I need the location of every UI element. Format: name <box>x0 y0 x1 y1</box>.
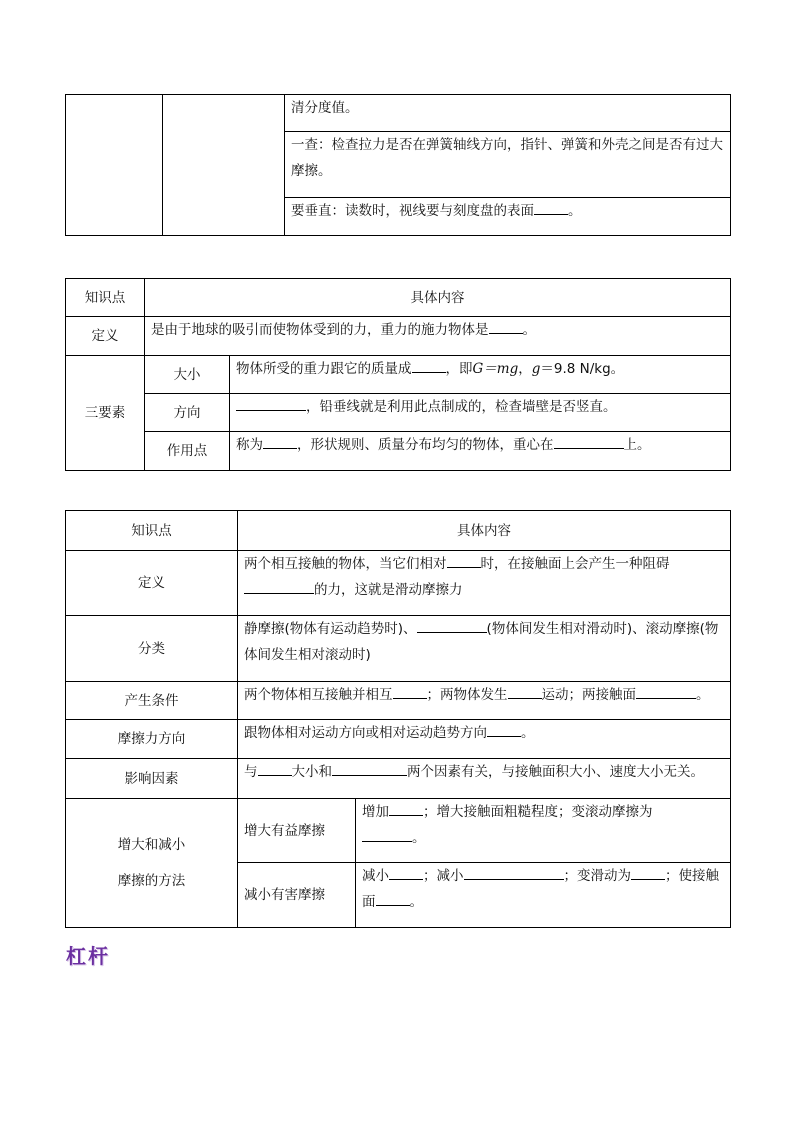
answer-blank[interactable] <box>636 683 696 699</box>
lever-section-title: 杠杆 <box>66 944 110 968</box>
label-three-elements: 三要素 <box>66 356 145 471</box>
reduce-friction: 减小 ；减小 ；变滑动为 ；使接触面 。 <box>356 863 731 928</box>
friction-conditions: 两个物体相互接触并相互 ；两物体发生 运动；两接触面 。 <box>238 682 731 720</box>
label-size: 大小 <box>145 356 230 394</box>
gravity-action-point: 称为 ，形状规则、质量分布均匀的物体，重心在 上。 <box>230 432 731 471</box>
answer-blank[interactable] <box>554 433 624 449</box>
label-direction: 方向 <box>145 394 230 432</box>
answer-blank[interactable] <box>236 395 306 411</box>
answer-blank[interactable] <box>376 890 410 906</box>
friction-classification: 静摩擦(物体有运动趋势时)、 (物体间发生相对滑动时)、滚动摩擦(物体间发生相对滚动时) <box>238 616 731 682</box>
spring-scale-usage-table <box>65 94 731 236</box>
label-definition: 定义 <box>66 551 238 616</box>
answer-blank[interactable] <box>393 683 427 699</box>
answer-blank[interactable] <box>244 578 314 594</box>
answer-blank[interactable] <box>417 617 487 633</box>
friction-definition: 两个相互接触的物体，当它们相对 时，在接触面上会产生一种阻碍 的力，这就是滑动摩擦力 <box>238 551 731 616</box>
table1-row2: 一查：检查拉力是否在弹簧轴线方向，指针、弹簧和外壳之间是否有过大摩擦。 <box>285 132 731 198</box>
header-content: 具体内容 <box>145 279 731 317</box>
gravity-definition: 是由于地球的吸引而使物体受到的力，重力的施力物体是 。 <box>145 317 731 356</box>
label-factors: 影响因素 <box>66 759 238 799</box>
answer-blank[interactable] <box>332 760 407 776</box>
friction-table <box>65 510 731 928</box>
header-content: 具体内容 <box>238 511 731 551</box>
answer-blank[interactable] <box>447 552 481 568</box>
answer-blank[interactable] <box>263 433 297 449</box>
gravity-size: 物体所受的重力跟它的质量成 ，即G＝mg，g＝9.8 N/kg。 <box>230 356 731 394</box>
empty-cell <box>66 95 163 236</box>
label-conditions: 产生条件 <box>66 682 238 720</box>
empty-cell <box>163 95 285 236</box>
label-classification: 分类 <box>66 616 238 682</box>
header-knowledge: 知识点 <box>66 279 145 317</box>
label-methods: 增大和减小 摩擦的方法 <box>66 799 238 928</box>
label-definition: 定义 <box>66 317 145 356</box>
answer-blank[interactable] <box>412 357 446 373</box>
label-friction-direction: 摩擦力方向 <box>66 720 238 759</box>
header-knowledge: 知识点 <box>66 511 238 551</box>
answer-blank[interactable] <box>389 800 423 816</box>
friction-direction: 跟物体相对运动方向或相对运动趋势方向 。 <box>238 720 731 759</box>
table1-row3: 要垂直：读数时，视线要与刻度盘的表面 。 <box>285 198 731 236</box>
answer-blank[interactable] <box>389 864 423 880</box>
table1-row1: 清分度值。 <box>285 95 731 132</box>
answer-blank[interactable] <box>362 826 412 842</box>
answer-blank[interactable] <box>258 760 292 776</box>
answer-blank[interactable] <box>489 318 523 334</box>
label-increase-friction: 增大有益摩擦 <box>238 799 356 863</box>
answer-blank[interactable] <box>508 683 542 699</box>
answer-blank[interactable] <box>487 721 521 737</box>
label-reduce-friction: 减小有害摩擦 <box>238 863 356 928</box>
answer-blank[interactable] <box>464 864 564 880</box>
label-action-point: 作用点 <box>145 432 230 471</box>
answer-blank[interactable] <box>534 199 568 215</box>
increase-friction: 增加 ；增大接触面粗糙程度；变滚动摩擦为 。 <box>356 799 731 863</box>
gravity-direction: ，铅垂线就是利用此点制成的，检查墙壁是否竖直。 <box>230 394 731 432</box>
answer-blank[interactable] <box>631 864 665 880</box>
friction-factors: 与 大小和 两个因素有关，与接触面积大小、速度大小无关。 <box>238 759 731 799</box>
gravity-table <box>65 278 731 471</box>
